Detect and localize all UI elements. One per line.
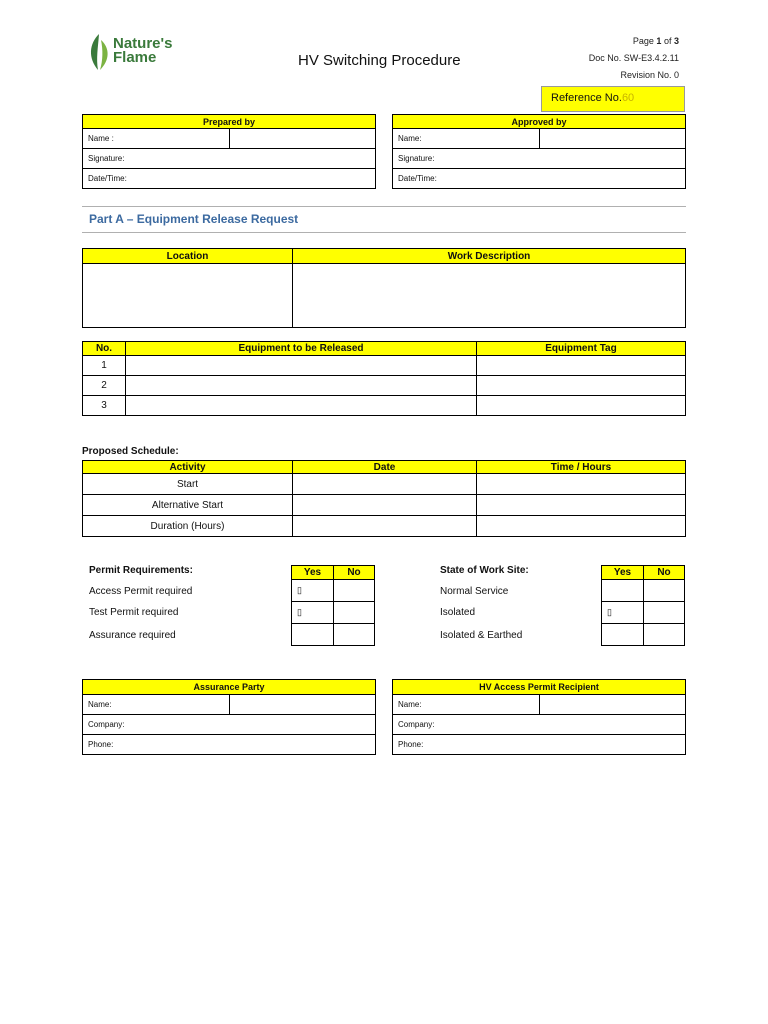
permit-checkbox-table bbox=[291, 565, 375, 646]
permit-item-label: Test Permit required bbox=[89, 607, 179, 618]
equipment-row-number: 1 bbox=[83, 356, 126, 376]
equipment-tag-field[interactable] bbox=[477, 376, 686, 396]
table-row bbox=[83, 474, 686, 495]
prepared-datetime-label[interactable]: Date/Time: bbox=[83, 169, 376, 189]
assurance-phone-label[interactable]: Phone: bbox=[83, 735, 376, 755]
page-total: 3 bbox=[673, 36, 679, 46]
permit-yes-header: Yes bbox=[292, 566, 334, 580]
schedule-table bbox=[82, 460, 686, 537]
prepared-name-field[interactable] bbox=[229, 129, 376, 149]
time-field[interactable] bbox=[477, 474, 686, 495]
location-table bbox=[82, 248, 686, 328]
activity-label: Alternative Start bbox=[83, 495, 293, 516]
prepared-by-header: Prepared by bbox=[83, 115, 376, 129]
logo-text bbox=[113, 37, 172, 65]
assurance-name-field[interactable] bbox=[229, 695, 376, 715]
table-row bbox=[83, 495, 686, 516]
equipment-no-header: No. bbox=[83, 342, 126, 356]
location-header: Location bbox=[83, 249, 293, 264]
activity-label: Duration (Hours) bbox=[83, 516, 293, 537]
work-site-no-checkbox[interactable] bbox=[644, 624, 685, 646]
work-site-no-header: No bbox=[644, 566, 685, 580]
equipment-name-field[interactable] bbox=[126, 356, 477, 376]
permit-yes-checkbox[interactable]: ▯ bbox=[292, 580, 334, 602]
permit-no-header: No bbox=[334, 566, 375, 580]
date-field[interactable] bbox=[293, 495, 477, 516]
section-divider-top bbox=[82, 206, 686, 207]
work-site-title: State of Work Site: bbox=[440, 565, 529, 576]
permit-yes-checkbox[interactable]: ▯ bbox=[292, 602, 334, 624]
assurance-party-table bbox=[82, 679, 376, 755]
table-row bbox=[83, 396, 686, 416]
approved-datetime-label[interactable]: Date/Time: bbox=[393, 169, 686, 189]
work-site-item-label: Normal Service bbox=[440, 586, 509, 597]
permit-recipient-header: HV Access Permit Recipient bbox=[393, 680, 686, 695]
permit-requirements-title: Permit Requirements: bbox=[89, 565, 193, 576]
table-row bbox=[83, 376, 686, 396]
equipment-table bbox=[82, 341, 686, 416]
work-site-no-checkbox[interactable] bbox=[644, 602, 685, 624]
equipment-name-field[interactable] bbox=[126, 396, 477, 416]
equipment-name-header: Equipment to be Released bbox=[126, 342, 477, 356]
equipment-tag-field[interactable] bbox=[477, 356, 686, 376]
doc-number: Doc No. SW-E3.4.2.11 bbox=[588, 53, 679, 63]
work-site-no-checkbox[interactable] bbox=[644, 580, 685, 602]
permit-item-label: Assurance required bbox=[89, 630, 176, 641]
page-number: 1 bbox=[656, 36, 662, 46]
recipient-company-label[interactable]: Company: bbox=[393, 715, 686, 735]
work-site-yes-header: Yes bbox=[602, 566, 644, 580]
equipment-row-number: 3 bbox=[83, 396, 126, 416]
approved-name-field[interactable] bbox=[539, 129, 686, 149]
work-site-item-label: Isolated bbox=[440, 607, 476, 618]
recipient-phone-label[interactable]: Phone: bbox=[393, 735, 686, 755]
approved-by-table bbox=[392, 114, 686, 189]
table-row bbox=[83, 516, 686, 537]
recipient-name-label: Name: bbox=[393, 695, 540, 715]
work-site-yes-checkbox[interactable] bbox=[602, 580, 644, 602]
page-of: of bbox=[663, 36, 672, 46]
permit-recipient-table bbox=[392, 679, 686, 755]
permit-item-label: Access Permit required bbox=[89, 586, 193, 597]
assurance-company-label[interactable]: Company: bbox=[83, 715, 376, 735]
work-site-yes-checkbox[interactable] bbox=[602, 624, 644, 646]
schedule-title: Proposed Schedule: bbox=[82, 446, 179, 457]
assurance-name-label: Name: bbox=[83, 695, 230, 715]
approved-name-label: Name: bbox=[393, 129, 540, 149]
location-field[interactable] bbox=[83, 264, 293, 328]
work-site-checkbox-table bbox=[601, 565, 685, 646]
recipient-name-field[interactable] bbox=[539, 695, 686, 715]
work-site-item-label: Isolated & Earthed bbox=[440, 630, 523, 641]
approved-signature-label[interactable]: Signature: bbox=[393, 149, 686, 169]
section-divider-bottom bbox=[82, 232, 686, 233]
logo-line2: Flame bbox=[113, 49, 157, 66]
work-site-yes-checkbox[interactable]: ▯ bbox=[602, 602, 644, 624]
reference-label: Reference No. bbox=[551, 92, 622, 104]
equipment-name-field[interactable] bbox=[126, 376, 477, 396]
equipment-row-number: 2 bbox=[83, 376, 126, 396]
equipment-tag-field[interactable] bbox=[477, 396, 686, 416]
date-field[interactable] bbox=[293, 474, 477, 495]
time-field[interactable] bbox=[477, 516, 686, 537]
reference-value: 60 bbox=[621, 92, 635, 104]
activity-label: Start bbox=[83, 474, 293, 495]
reference-box bbox=[541, 86, 685, 112]
permit-no-checkbox[interactable] bbox=[334, 580, 375, 602]
permit-no-checkbox[interactable] bbox=[334, 602, 375, 624]
permit-no-checkbox[interactable] bbox=[334, 624, 375, 646]
logo-line1: Nature's bbox=[113, 35, 173, 52]
page-label: Page bbox=[632, 36, 654, 46]
activity-header: Activity bbox=[83, 461, 293, 474]
time-field[interactable] bbox=[477, 495, 686, 516]
prepared-by-table bbox=[82, 114, 376, 189]
prepared-name-label: Name : bbox=[83, 129, 230, 149]
date-field[interactable] bbox=[293, 516, 477, 537]
document-title: HV Switching Procedure bbox=[298, 52, 461, 69]
prepared-signature-label[interactable]: Signature: bbox=[83, 149, 376, 169]
permit-yes-checkbox[interactable] bbox=[292, 624, 334, 646]
time-header: Time / Hours bbox=[477, 461, 686, 474]
revision-number: Revision No. 0 bbox=[620, 70, 679, 80]
table-row bbox=[83, 356, 686, 376]
leaf-icon bbox=[86, 32, 112, 72]
date-header: Date bbox=[293, 461, 477, 474]
work-description-header: Work Description bbox=[293, 249, 686, 264]
part-a-title: Part A – Equipment Release Request bbox=[89, 212, 299, 226]
assurance-party-header: Assurance Party bbox=[83, 680, 376, 695]
page-indicator bbox=[633, 36, 679, 46]
work-description-field[interactable] bbox=[293, 264, 686, 328]
equipment-tag-header: Equipment Tag bbox=[477, 342, 686, 356]
approved-by-header: Approved by bbox=[393, 115, 686, 129]
